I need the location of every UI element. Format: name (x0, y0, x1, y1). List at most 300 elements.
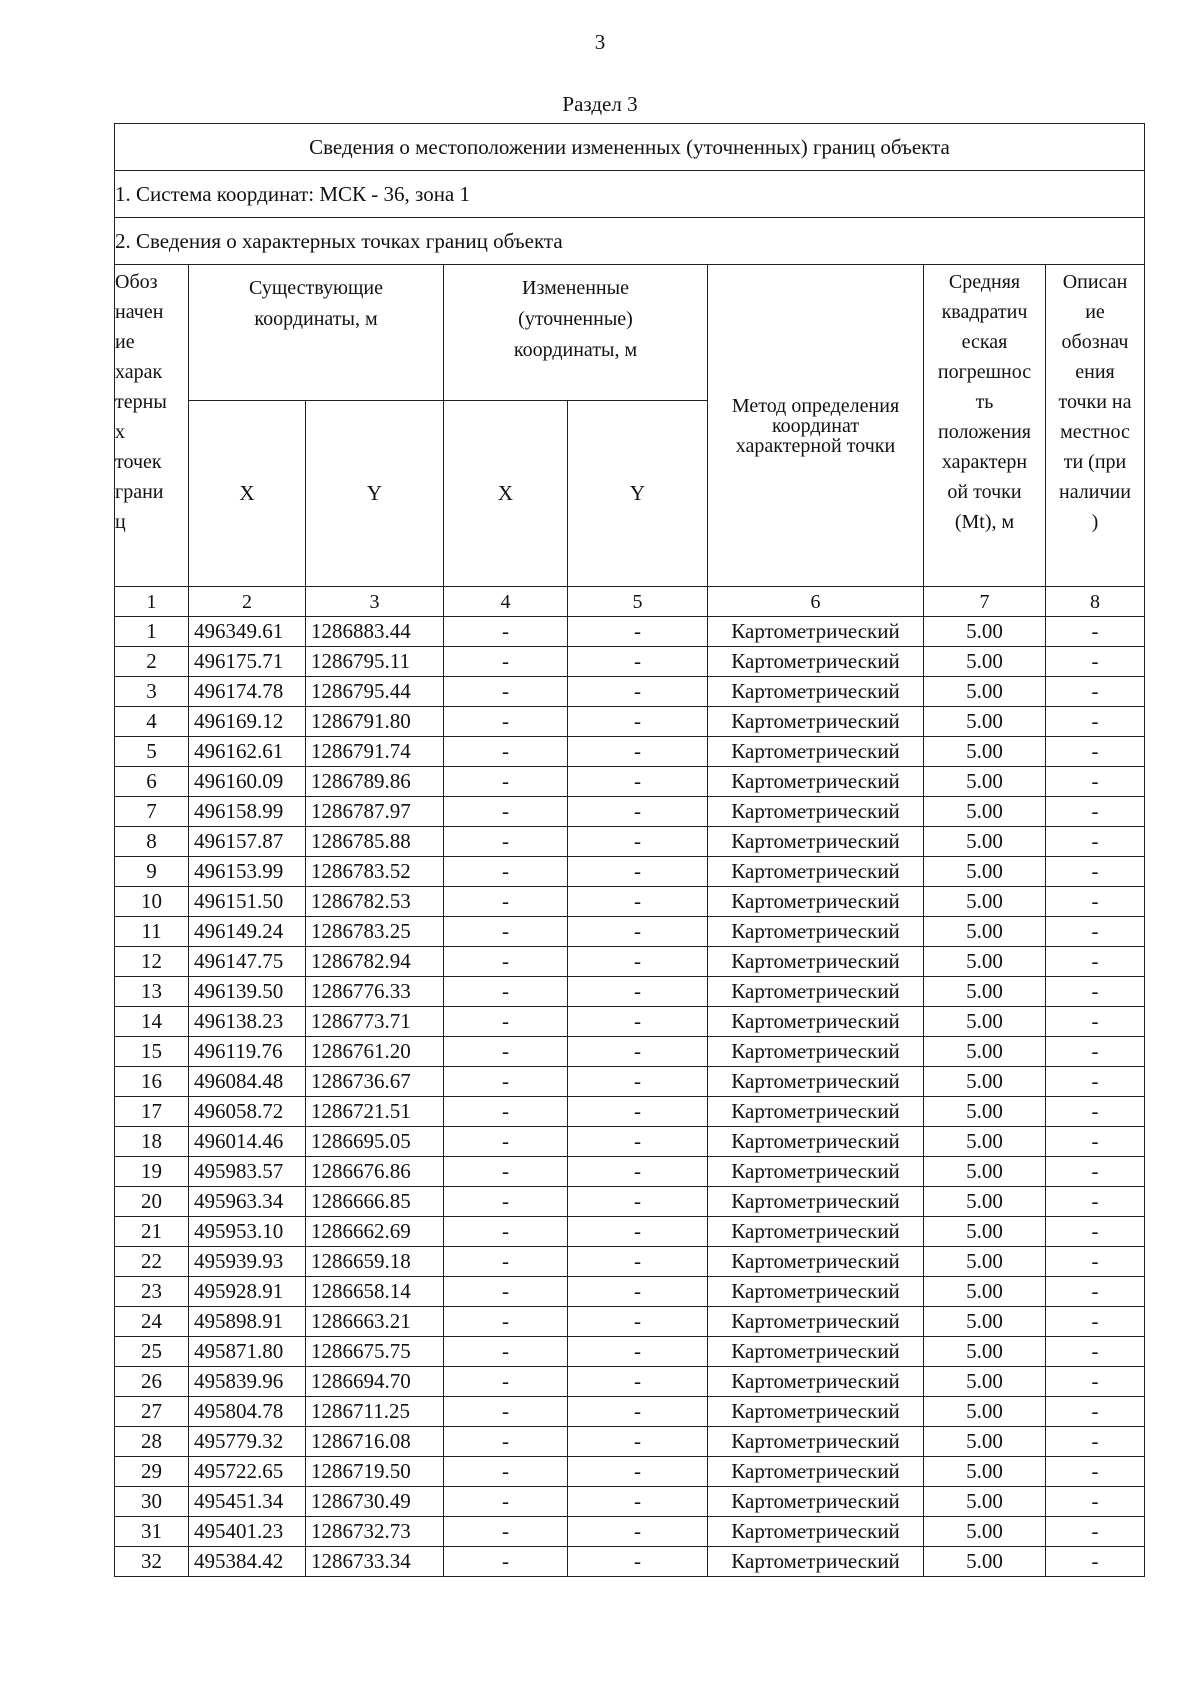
changed-y-cell: - (568, 1127, 708, 1157)
changed-y-cell: - (568, 737, 708, 767)
existing-x-cell: 495928.91 (189, 1277, 306, 1307)
point-number-cell: 14 (115, 1007, 189, 1037)
changed-y-cell: - (568, 1547, 708, 1577)
description-cell: - (1046, 737, 1145, 767)
method-cell: Картометрический (708, 737, 924, 767)
changed-x-cell: - (444, 1217, 568, 1247)
existing-y-cell: 1286663.21 (306, 1307, 444, 1337)
column-number: 7 (924, 587, 1046, 617)
changed-x-cell: - (444, 1367, 568, 1397)
point-number-cell: 2 (115, 647, 189, 677)
changed-x-cell: - (444, 1247, 568, 1277)
point-number-cell: 17 (115, 1097, 189, 1127)
method-cell: Картометрический (708, 1037, 924, 1067)
header-method (708, 265, 924, 587)
description-cell: - (1046, 677, 1145, 707)
description-cell: - (1046, 1277, 1145, 1307)
changed-y-cell: - (568, 1337, 708, 1367)
changed-y-cell: - (568, 1067, 708, 1097)
changed-y-cell: - (568, 887, 708, 917)
point-number-cell: 1 (115, 617, 189, 647)
point-number-cell: 12 (115, 947, 189, 977)
existing-x-cell: 495451.34 (189, 1487, 306, 1517)
table-row (115, 1547, 1145, 1577)
mean-error-cell: 5.00 (924, 1037, 1046, 1067)
point-number-cell: 32 (115, 1547, 189, 1577)
existing-y-cell: 1286789.86 (306, 767, 444, 797)
mean-error-cell: 5.00 (924, 1397, 1046, 1427)
method-cell: Картометрический (708, 1337, 924, 1367)
existing-x-cell: 496349.61 (189, 617, 306, 647)
table-row (115, 917, 1145, 947)
point-number-cell: 20 (115, 1187, 189, 1217)
mean-error-cell: 5.00 (924, 737, 1046, 767)
existing-y-cell: 1286733.34 (306, 1547, 444, 1577)
mean-error-cell: 5.00 (924, 1337, 1046, 1367)
point-number-cell: 26 (115, 1367, 189, 1397)
changed-y-cell: - (568, 1517, 708, 1547)
point-number-cell: 6 (115, 767, 189, 797)
point-number-cell: 15 (115, 1037, 189, 1067)
header-method-text: Метод определения координат характерной точки (731, 394, 900, 457)
method-cell: Картометрический (708, 1247, 924, 1277)
existing-y-cell: 1286791.74 (306, 737, 444, 767)
changed-x-cell: - (444, 1157, 568, 1187)
existing-x-cell: 495384.42 (189, 1547, 306, 1577)
description-cell: - (1046, 1007, 1145, 1037)
existing-y-cell: 1286711.25 (306, 1397, 444, 1427)
changed-x-cell: - (444, 1007, 568, 1037)
header-existing-y: Y (306, 401, 444, 587)
changed-x-cell: - (444, 917, 568, 947)
point-number-cell: 9 (115, 857, 189, 887)
description-cell: - (1046, 707, 1145, 737)
changed-y-cell: - (568, 857, 708, 887)
changed-x-cell: - (444, 1307, 568, 1337)
existing-x-cell: 496160.09 (189, 767, 306, 797)
table-row (115, 1367, 1145, 1397)
table-row (115, 1187, 1145, 1217)
table-row (115, 1337, 1145, 1367)
header-description (1046, 265, 1145, 587)
method-cell: Картометрический (708, 887, 924, 917)
changed-x-cell: - (444, 1427, 568, 1457)
changed-x-cell: - (444, 857, 568, 887)
changed-x-cell: - (444, 617, 568, 647)
mean-error-cell: 5.00 (924, 1457, 1046, 1487)
mean-error-cell: 5.00 (924, 1187, 1046, 1217)
point-number-cell: 30 (115, 1487, 189, 1517)
changed-y-cell: - (568, 947, 708, 977)
existing-x-cell: 495839.96 (189, 1367, 306, 1397)
existing-y-cell: 1286662.69 (306, 1217, 444, 1247)
mean-error-cell: 5.00 (924, 647, 1046, 677)
point-number-cell: 25 (115, 1337, 189, 1367)
column-number: 8 (1046, 587, 1145, 617)
changed-x-cell: - (444, 767, 568, 797)
description-cell: - (1046, 1517, 1145, 1547)
method-cell: Картометрический (708, 977, 924, 1007)
existing-y-cell: 1286716.08 (306, 1427, 444, 1457)
header-mean-error (924, 265, 1046, 587)
existing-y-cell: 1286695.05 (306, 1127, 444, 1157)
existing-x-cell: 496158.99 (189, 797, 306, 827)
table-row (115, 1127, 1145, 1157)
table-row (115, 1517, 1145, 1547)
table-row (115, 677, 1145, 707)
existing-x-cell: 496175.71 (189, 647, 306, 677)
page-number: 3 (594, 30, 606, 54)
existing-y-cell: 1286782.53 (306, 887, 444, 917)
method-cell: Картометрический (708, 1067, 924, 1097)
table-row (115, 1037, 1145, 1067)
existing-x-cell: 495871.80 (189, 1337, 306, 1367)
mean-error-cell: 5.00 (924, 1487, 1046, 1517)
header-existing-coordinates (189, 265, 444, 401)
table-row (115, 1247, 1145, 1277)
section-title: Раздел 3 (562, 92, 638, 116)
column-number: 4 (444, 587, 568, 617)
changed-x-cell: - (444, 1067, 568, 1097)
header-point-designation-text: Обоз начен ие харак терны х точек грани ц (115, 271, 167, 533)
existing-y-cell: 1286776.33 (306, 977, 444, 1007)
method-cell: Картометрический (708, 647, 924, 677)
description-cell: - (1046, 1547, 1145, 1577)
changed-y-cell: - (568, 1007, 708, 1037)
existing-y-cell: 1286782.94 (306, 947, 444, 977)
description-cell: - (1046, 617, 1145, 647)
changed-x-cell: - (444, 1277, 568, 1307)
description-cell: - (1046, 1067, 1145, 1097)
method-cell: Картометрический (708, 947, 924, 977)
header-mean-error-text: Средняя квадратич еская погрешнос ть положения характерн ой точки (Mt), м (937, 271, 1032, 533)
changed-x-cell: - (444, 1397, 568, 1427)
changed-y-cell: - (568, 647, 708, 677)
mean-error-cell: 5.00 (924, 827, 1046, 857)
changed-y-cell: - (568, 1247, 708, 1277)
existing-x-cell: 495963.34 (189, 1187, 306, 1217)
column-number: 1 (115, 587, 189, 617)
changed-x-cell: - (444, 1517, 568, 1547)
existing-x-cell: 496084.48 (189, 1067, 306, 1097)
header-changed-coordinates (444, 265, 708, 401)
method-cell: Картометрический (708, 1007, 924, 1037)
point-number-cell: 7 (115, 797, 189, 827)
existing-y-cell: 1286719.50 (306, 1457, 444, 1487)
mean-error-cell: 5.00 (924, 1217, 1046, 1247)
description-cell: - (1046, 1337, 1145, 1367)
table-title: Сведения о местоположении измененных (уточненных) границ объекта (115, 124, 1145, 171)
existing-x-cell: 496157.87 (189, 827, 306, 857)
mean-error-cell: 5.00 (924, 797, 1046, 827)
method-cell: Картометрический (708, 1307, 924, 1337)
changed-y-cell: - (568, 1307, 708, 1337)
existing-y-cell: 1286883.44 (306, 617, 444, 647)
description-cell: - (1046, 1487, 1145, 1517)
description-cell: - (1046, 1427, 1145, 1457)
table-row (115, 827, 1145, 857)
mean-error-cell: 5.00 (924, 1427, 1046, 1457)
method-cell: Картометрический (708, 1217, 924, 1247)
method-cell: Картометрический (708, 1487, 924, 1517)
mean-error-cell: 5.00 (924, 707, 1046, 737)
mean-error-cell: 5.00 (924, 887, 1046, 917)
changed-y-cell: - (568, 1217, 708, 1247)
mean-error-cell: 5.00 (924, 1547, 1046, 1577)
method-cell: Картометрический (708, 1457, 924, 1487)
changed-y-cell: - (568, 797, 708, 827)
table-row (115, 1067, 1145, 1097)
description-cell: - (1046, 827, 1145, 857)
mean-error-cell: 5.00 (924, 977, 1046, 1007)
header-point-designation (115, 265, 189, 587)
existing-y-cell: 1286785.88 (306, 827, 444, 857)
description-cell: - (1046, 797, 1145, 827)
point-number-cell: 11 (115, 917, 189, 947)
column-number: 5 (568, 587, 708, 617)
method-cell: Картометрический (708, 827, 924, 857)
changed-y-cell: - (568, 977, 708, 1007)
existing-x-cell: 496151.50 (189, 887, 306, 917)
point-number-cell: 23 (115, 1277, 189, 1307)
existing-x-cell: 496139.50 (189, 977, 306, 1007)
table-row (115, 1217, 1145, 1247)
existing-x-cell: 496058.72 (189, 1097, 306, 1127)
existing-y-cell: 1286783.25 (306, 917, 444, 947)
existing-y-cell: 1286658.14 (306, 1277, 444, 1307)
changed-x-cell: - (444, 1097, 568, 1127)
table-row (115, 1157, 1145, 1187)
mean-error-cell: 5.00 (924, 1067, 1046, 1097)
mean-error-cell: 5.00 (924, 1097, 1046, 1127)
header-changed-x: X (444, 401, 568, 587)
column-number: 3 (306, 587, 444, 617)
changed-x-cell: - (444, 1487, 568, 1517)
existing-y-cell: 1286787.97 (306, 797, 444, 827)
table-row (115, 797, 1145, 827)
existing-y-cell: 1286676.86 (306, 1157, 444, 1187)
point-number-cell: 8 (115, 827, 189, 857)
table-row (115, 1307, 1145, 1337)
point-number-cell: 16 (115, 1067, 189, 1097)
changed-y-cell: - (568, 677, 708, 707)
method-cell: Картометрический (708, 1097, 924, 1127)
changed-y-cell: - (568, 767, 708, 797)
existing-y-cell: 1286732.73 (306, 1517, 444, 1547)
point-number-cell: 3 (115, 677, 189, 707)
description-cell: - (1046, 647, 1145, 677)
description-cell: - (1046, 1037, 1145, 1067)
changed-x-cell: - (444, 1337, 568, 1367)
point-number-cell: 28 (115, 1427, 189, 1457)
changed-x-cell: - (444, 1037, 568, 1067)
point-number-cell: 19 (115, 1157, 189, 1187)
description-cell: - (1046, 767, 1145, 797)
table-row (115, 1427, 1145, 1457)
table-row (115, 947, 1145, 977)
point-number-cell: 10 (115, 887, 189, 917)
column-number-row (115, 587, 1145, 617)
changed-x-cell: - (444, 737, 568, 767)
method-cell: Картометрический (708, 1427, 924, 1457)
changed-x-cell: - (444, 977, 568, 1007)
point-number-cell: 22 (115, 1247, 189, 1277)
method-cell: Картометрический (708, 1517, 924, 1547)
method-cell: Картометрический (708, 1367, 924, 1397)
column-number: 6 (708, 587, 924, 617)
changed-x-cell: - (444, 797, 568, 827)
existing-x-cell: 495898.91 (189, 1307, 306, 1337)
changed-x-cell: - (444, 827, 568, 857)
changed-y-cell: - (568, 1277, 708, 1307)
existing-x-cell: 495779.32 (189, 1427, 306, 1457)
description-cell: - (1046, 1187, 1145, 1217)
mean-error-cell: 5.00 (924, 677, 1046, 707)
mean-error-cell: 5.00 (924, 947, 1046, 977)
method-cell: Картометрический (708, 857, 924, 887)
table-row (115, 1457, 1145, 1487)
existing-y-cell: 1286791.80 (306, 707, 444, 737)
existing-y-cell: 1286783.52 (306, 857, 444, 887)
existing-x-cell: 496138.23 (189, 1007, 306, 1037)
mean-error-cell: 5.00 (924, 917, 1046, 947)
mean-error-cell: 5.00 (924, 1367, 1046, 1397)
point-number-cell: 4 (115, 707, 189, 737)
changed-x-cell: - (444, 647, 568, 677)
changed-x-cell: - (444, 1547, 568, 1577)
mean-error-cell: 5.00 (924, 1277, 1046, 1307)
existing-x-cell: 496153.99 (189, 857, 306, 887)
header-existing-coordinates-text: Существующие координаты, м (249, 277, 383, 330)
changed-y-cell: - (568, 1397, 708, 1427)
mean-error-cell: 5.00 (924, 1307, 1046, 1337)
changed-y-cell: - (568, 917, 708, 947)
existing-y-cell: 1286795.44 (306, 677, 444, 707)
changed-y-cell: - (568, 617, 708, 647)
table-row (115, 737, 1145, 767)
existing-y-cell: 1286666.85 (306, 1187, 444, 1217)
header-existing-x: X (189, 401, 306, 587)
changed-y-cell: - (568, 1187, 708, 1217)
changed-x-cell: - (444, 677, 568, 707)
method-cell: Картометрический (708, 617, 924, 647)
table-row (115, 977, 1145, 1007)
point-number-cell: 31 (115, 1517, 189, 1547)
existing-x-cell: 495953.10 (189, 1217, 306, 1247)
changed-y-cell: - (568, 1097, 708, 1127)
description-cell: - (1046, 1157, 1145, 1187)
existing-x-cell: 496014.46 (189, 1127, 306, 1157)
existing-x-cell: 495722.65 (189, 1457, 306, 1487)
coordinate-system: 1. Система координат: МСК - 36, зона 1 (115, 171, 1145, 218)
description-cell: - (1046, 917, 1145, 947)
description-cell: - (1046, 1217, 1145, 1247)
method-cell: Картометрический (708, 1157, 924, 1187)
description-cell: - (1046, 1307, 1145, 1337)
changed-y-cell: - (568, 1427, 708, 1457)
table-row (115, 1007, 1145, 1037)
existing-y-cell: 1286675.75 (306, 1337, 444, 1367)
mean-error-cell: 5.00 (924, 767, 1046, 797)
existing-x-cell: 495804.78 (189, 1397, 306, 1427)
table-row (115, 857, 1145, 887)
table-row (115, 1397, 1145, 1427)
existing-x-cell: 495401.23 (189, 1517, 306, 1547)
changed-x-cell: - (444, 887, 568, 917)
point-number-cell: 21 (115, 1217, 189, 1247)
existing-x-cell: 495939.93 (189, 1247, 306, 1277)
existing-x-cell: 496149.24 (189, 917, 306, 947)
mean-error-cell: 5.00 (924, 1157, 1046, 1187)
method-cell: Картометрический (708, 1397, 924, 1427)
changed-y-cell: - (568, 1367, 708, 1397)
changed-y-cell: - (568, 707, 708, 737)
boundary-points-table (114, 123, 1145, 1577)
changed-y-cell: - (568, 1157, 708, 1187)
method-cell: Картометрический (708, 1277, 924, 1307)
mean-error-cell: 5.00 (924, 1517, 1046, 1547)
point-number-cell: 13 (115, 977, 189, 1007)
table-row (115, 1277, 1145, 1307)
method-cell: Картометрический (708, 767, 924, 797)
changed-y-cell: - (568, 1457, 708, 1487)
mean-error-cell: 5.00 (924, 617, 1046, 647)
description-cell: - (1046, 947, 1145, 977)
method-cell: Картометрический (708, 1187, 924, 1217)
mean-error-cell: 5.00 (924, 1007, 1046, 1037)
point-number-cell: 24 (115, 1307, 189, 1337)
point-number-cell: 18 (115, 1127, 189, 1157)
table-row (115, 887, 1145, 917)
description-cell: - (1046, 1457, 1145, 1487)
table-row (115, 617, 1145, 647)
point-number-cell: 29 (115, 1457, 189, 1487)
description-cell: - (1046, 1127, 1145, 1157)
table-row (115, 647, 1145, 677)
description-cell: - (1046, 977, 1145, 1007)
mean-error-cell: 5.00 (924, 1247, 1046, 1277)
header-description-text: Описан ие обознач ения точки на местнос ти (при наличии ) (1058, 271, 1132, 533)
existing-y-cell: 1286761.20 (306, 1037, 444, 1067)
existing-x-cell: 496169.12 (189, 707, 306, 737)
method-cell: Картометрический (708, 677, 924, 707)
changed-x-cell: - (444, 947, 568, 977)
changed-x-cell: - (444, 1187, 568, 1217)
table-row (115, 767, 1145, 797)
mean-error-cell: 5.00 (924, 1127, 1046, 1157)
method-cell: Картометрический (708, 1547, 924, 1577)
description-cell: - (1046, 1367, 1145, 1397)
changed-x-cell: - (444, 1127, 568, 1157)
description-cell: - (1046, 1397, 1145, 1427)
method-cell: Картометрический (708, 917, 924, 947)
column-number: 2 (189, 587, 306, 617)
existing-y-cell: 1286795.11 (306, 647, 444, 677)
existing-y-cell: 1286730.49 (306, 1487, 444, 1517)
description-cell: - (1046, 1247, 1145, 1277)
header-changed-y: Y (568, 401, 708, 587)
description-cell: - (1046, 887, 1145, 917)
point-number-cell: 27 (115, 1397, 189, 1427)
existing-x-cell: 496147.75 (189, 947, 306, 977)
points-info-heading: 2. Сведения о характерных точках границ объекта (115, 218, 1145, 265)
existing-y-cell: 1286694.70 (306, 1367, 444, 1397)
method-cell: Картометрический (708, 797, 924, 827)
description-cell: - (1046, 1097, 1145, 1127)
description-cell: - (1046, 857, 1145, 887)
table-row (115, 1487, 1145, 1517)
mean-error-cell: 5.00 (924, 857, 1046, 887)
